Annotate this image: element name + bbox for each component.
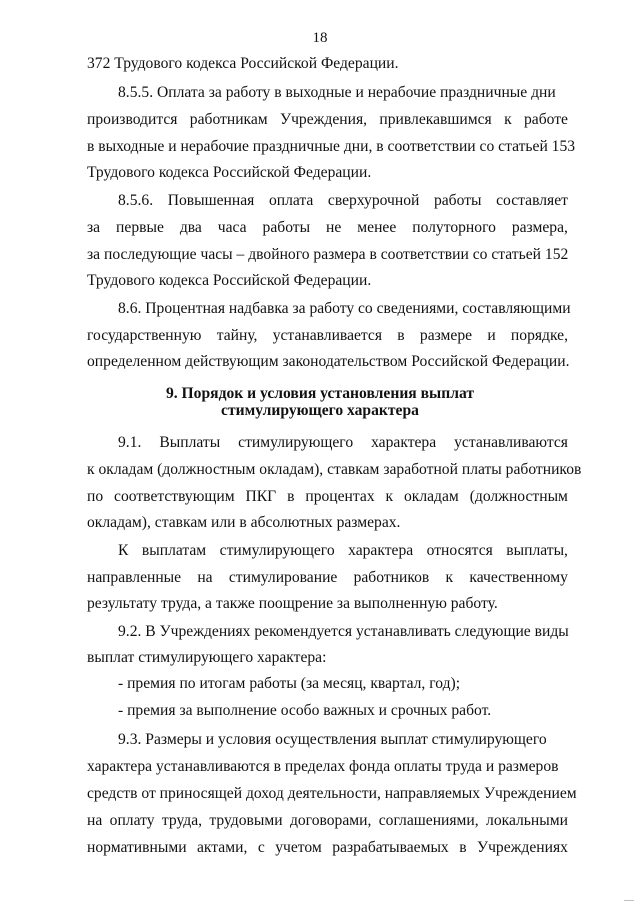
word: в	[397, 327, 405, 344]
word: локальными	[486, 812, 568, 829]
text-line: 8.5.5. Оплата за работу в выходные и нерабочие праздничные дни	[118, 84, 556, 101]
word: актами,	[197, 839, 248, 856]
word: ПКГ	[245, 488, 277, 505]
text-line: за последующие часы – двойного размера в соответствии со статьей 152	[87, 246, 569, 263]
word: на	[197, 569, 213, 586]
word: к	[385, 488, 394, 505]
word: (должностным	[469, 488, 568, 505]
text-line: характера устанавливаются в пределах фонда оплаты труда и размеров	[87, 758, 559, 775]
text-line: выплат стимулирующего характера:	[87, 649, 327, 666]
word: направленные	[87, 569, 182, 586]
text-line-justified	[118, 541, 568, 561]
word: работников	[353, 569, 430, 586]
text-line: средств от приносящей доход деятельности, направляемых Учреждением	[87, 785, 577, 802]
word: работы	[262, 219, 311, 236]
word: тайну,	[216, 327, 258, 344]
word: Учреждениях	[477, 839, 568, 856]
word: труда,	[161, 812, 203, 829]
word: Повышенная	[167, 192, 255, 209]
word: государственную	[87, 327, 202, 344]
text-line-justified	[87, 838, 568, 858]
list-item: - премия за выполнение особо важных и срочных работ.	[118, 702, 492, 719]
word: два	[179, 219, 202, 236]
word: оплата	[268, 192, 314, 209]
word: работы	[433, 192, 482, 209]
scan-edge-mark	[624, 900, 634, 901]
word: устанавливаются	[454, 434, 568, 451]
word: трудовыми	[209, 812, 283, 829]
word: привлекавшимся	[379, 111, 492, 128]
text-line: 9.2. В Учреждениях рекомендуется устанавливать следующие виды	[118, 623, 569, 640]
word: договорами,	[289, 812, 372, 829]
text-line: окладам), ставкам или в абсолютных размерах.	[87, 514, 401, 531]
word: стимулирующего	[238, 434, 354, 451]
word: с	[257, 839, 265, 856]
word: размера,	[511, 219, 568, 236]
word: к	[445, 569, 454, 586]
word: Выплаты	[159, 434, 221, 451]
word: устанавливается	[272, 327, 383, 344]
word: составляет	[496, 192, 568, 209]
word: 9.1.	[118, 434, 142, 451]
word: характера	[348, 542, 414, 559]
word: оплату	[109, 812, 155, 829]
text-line: к окладам (должностным окладам), ставкам заработной платы работников	[87, 461, 582, 478]
text-line-justified	[118, 191, 568, 211]
word: порядке,	[510, 327, 568, 344]
word: на	[87, 812, 103, 829]
word: за	[87, 219, 101, 236]
word: разрабатываемых	[332, 839, 449, 856]
text-line-justified	[87, 487, 568, 507]
word: в	[287, 488, 295, 505]
page-number: 18	[312, 30, 328, 46]
section-heading: стимулирующего характера	[221, 402, 419, 419]
word: соглашениями,	[378, 812, 479, 829]
word: менее	[357, 219, 397, 236]
word: процентах	[305, 488, 375, 505]
word: работникам	[189, 111, 268, 128]
word: первые	[116, 219, 164, 236]
text-line: Трудового кодекса Российской Федерации.	[87, 164, 372, 181]
text-line: 372 Трудового кодекса Российской Федерации.	[87, 55, 399, 72]
text-line: Трудового кодекса Российской Федерации.	[87, 272, 372, 289]
text-line-justified	[87, 326, 568, 346]
word: полуторного	[412, 219, 496, 236]
word: не	[326, 219, 342, 236]
text-line: результату труда, а также поощрение за выполненную работу.	[87, 595, 498, 612]
word: соответствующим	[114, 488, 235, 505]
word: и	[487, 327, 496, 344]
section-heading: 9. Порядок и условия установления выплат	[165, 385, 475, 402]
word: 8.5.6.	[118, 192, 154, 209]
word: относятся	[426, 542, 493, 559]
word: производится	[87, 111, 178, 128]
word: размере	[419, 327, 473, 344]
word: нормативными	[87, 839, 187, 856]
text-line: 8.6. Процентная надбавка за работу со сведениями, составляющими	[118, 300, 571, 317]
word: К	[118, 542, 129, 559]
text-line: 9.3. Размеры и условия осуществления выплат стимулирующего	[118, 731, 547, 748]
word: окладам	[403, 488, 459, 505]
text-line-justified	[87, 218, 568, 238]
text-line: определенном действующим законодательством Российской Федерации.	[87, 353, 570, 370]
word: выплаты,	[506, 542, 568, 559]
word: работе	[524, 111, 568, 128]
word: сверхурочной	[327, 192, 420, 209]
word: в	[459, 839, 467, 856]
word: по	[87, 488, 104, 505]
text-line-justified	[118, 433, 568, 453]
word: стимулирование	[228, 569, 338, 586]
word: характера	[371, 434, 437, 451]
text-line: в выходные и нерабочие праздничные дни, в соответствии со статьей 153	[87, 138, 576, 155]
word: к	[504, 111, 512, 128]
list-item: - премия по итогам работы (за месяц, квартал, год);	[118, 675, 461, 692]
text-line-justified	[87, 811, 568, 831]
text-line-justified	[87, 568, 568, 588]
text-line-justified	[87, 110, 568, 130]
word: стимулирующего	[219, 542, 335, 559]
word: Учреждения,	[280, 111, 368, 128]
word: качественному	[469, 569, 568, 586]
word: часа	[217, 219, 247, 236]
word: учетом	[275, 839, 322, 856]
word: выплатам	[141, 542, 207, 559]
